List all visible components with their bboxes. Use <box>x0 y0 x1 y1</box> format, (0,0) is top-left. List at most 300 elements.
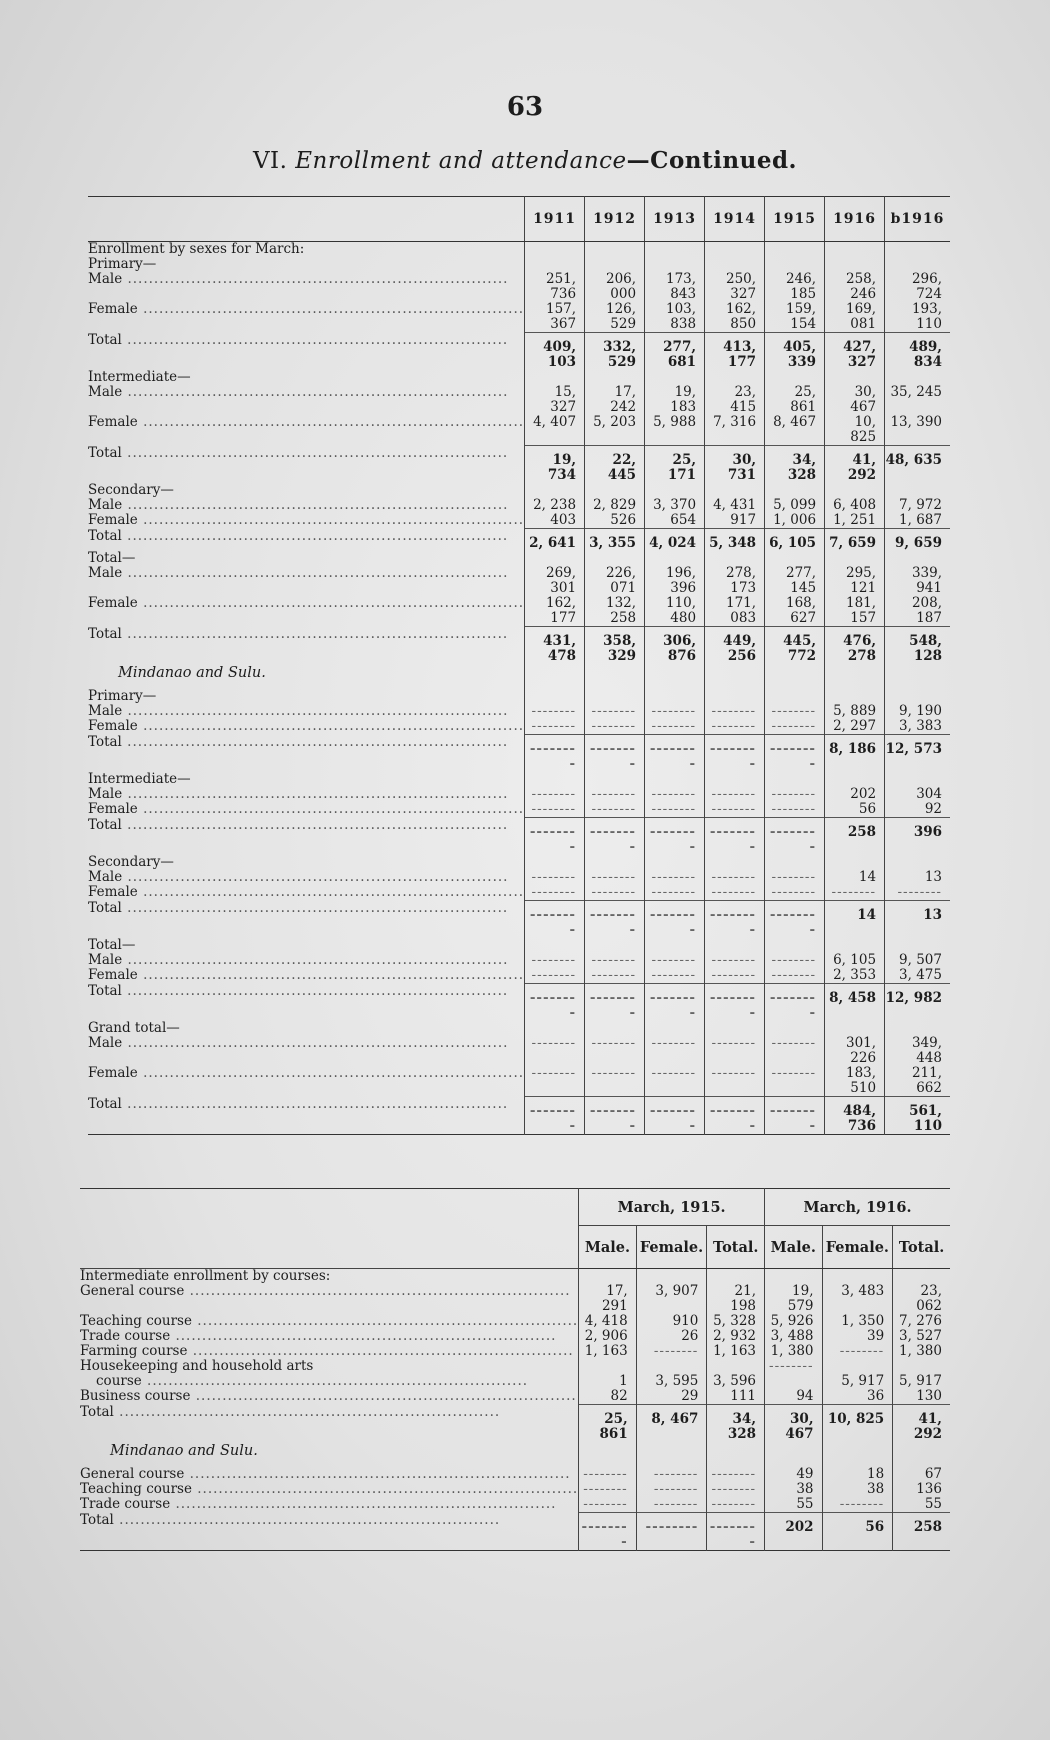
table-cell <box>585 664 645 689</box>
table-cell: 2, 353 <box>825 968 885 984</box>
table-cell: 489, 834 <box>885 333 950 371</box>
leader-dots: ........................................................................ <box>121 900 509 916</box>
table-row <box>88 272 950 302</box>
table-cell <box>636 1467 707 1482</box>
leader-dots: ........................................................................ <box>121 528 509 544</box>
table-cell <box>585 483 645 498</box>
blank-dashes: -------- <box>711 869 757 885</box>
row-label-text: Trade course <box>80 1497 171 1512</box>
leader-dots: ........................................................................ <box>184 1467 571 1482</box>
table-cell <box>705 984 765 1022</box>
table-cell: 56 <box>822 1513 893 1551</box>
table-cell <box>825 855 885 870</box>
table-cell: 2, 641 <box>525 529 585 552</box>
table-cell <box>765 901 825 939</box>
table-cell: 7, 316 <box>705 415 765 446</box>
table-cell <box>579 1359 637 1389</box>
blank-dashes: -------- <box>529 990 577 1021</box>
row-label <box>88 1036 525 1066</box>
row-label-text: Male <box>88 704 123 719</box>
table-row <box>80 1329 950 1344</box>
table-cell <box>585 704 645 719</box>
table-cell: 431, 478 <box>525 627 585 665</box>
blank-dashes: -------- <box>651 869 697 885</box>
table-row <box>80 1442 950 1467</box>
blank-dashes: -------- <box>531 952 577 968</box>
table-cell <box>525 901 585 939</box>
table-row <box>88 1021 950 1036</box>
table-cell: 358, 329 <box>585 627 645 665</box>
table-cell <box>765 735 825 773</box>
table-cell <box>707 1497 765 1513</box>
blank-dashes: -------- <box>709 824 757 855</box>
table-cell <box>707 1269 765 1285</box>
row-label <box>88 566 525 596</box>
blank-dashes: -------- <box>591 703 637 719</box>
row-label-text: General course <box>80 1467 185 1482</box>
table-cell: 49 <box>765 1467 823 1482</box>
table-row <box>80 1405 950 1443</box>
blank-dashes: -------- <box>709 990 757 1021</box>
table-cell <box>707 1467 765 1482</box>
row-label-line: Housekeeping and household arts <box>80 1359 314 1374</box>
table-cell <box>825 664 885 689</box>
table-cell <box>525 938 585 953</box>
table-cell <box>585 719 645 735</box>
blank-dashes: -------- <box>591 1065 637 1081</box>
row-label <box>80 1284 579 1314</box>
table-cell: 396 <box>885 818 950 856</box>
table-cell <box>765 1066 825 1097</box>
table-cell: 29 <box>636 1389 707 1405</box>
table-cell: 168, 627 <box>765 596 825 627</box>
table-cell <box>525 719 585 735</box>
leader-dots: ........................................................................ <box>122 385 509 400</box>
table-row <box>88 855 950 870</box>
table-cell <box>525 551 585 566</box>
table-cell <box>707 1359 765 1389</box>
table-cell: 4, 418 <box>579 1314 637 1329</box>
table-cell <box>765 818 825 856</box>
blank-dashes: -------- <box>771 952 817 968</box>
table-cell: 251, 736 <box>525 272 585 302</box>
table-cell <box>707 1442 765 1467</box>
cell-value: 3, 595 <box>655 1373 699 1389</box>
leader-dots: ........................................................................ <box>137 802 525 817</box>
table-cell: 295, 121 <box>825 566 885 596</box>
table-cell <box>525 1036 585 1066</box>
blank-dashes: -------- <box>709 741 757 772</box>
blank-dashes: -------- <box>711 1035 757 1051</box>
table-cell: 403 <box>525 513 585 529</box>
table-cell <box>765 802 825 818</box>
blank-dashes: -------- <box>531 1035 577 1051</box>
intermediate-courses-table <box>80 1188 950 1551</box>
table-cell: 25, 171 <box>645 446 705 484</box>
table-cell: 208, 187 <box>885 596 950 627</box>
table-cell: 1, 163 <box>579 1344 637 1359</box>
table-cell: 206, 000 <box>585 272 645 302</box>
table-row <box>88 551 950 566</box>
table-cell: 193, 110 <box>885 302 950 333</box>
blank-dashes: -------- <box>531 869 577 885</box>
row-label <box>88 719 525 735</box>
table-cell <box>885 885 950 901</box>
table-row <box>88 818 950 856</box>
row-label <box>88 787 525 802</box>
table-cell <box>822 1359 893 1389</box>
table-cell <box>765 968 825 984</box>
table-cell <box>705 787 765 802</box>
row-label <box>80 1467 579 1482</box>
table-cell <box>705 370 765 385</box>
row-label <box>80 1359 579 1389</box>
table-cell: 3, 907 <box>636 1284 707 1314</box>
row-label-text: Primary— <box>88 257 157 272</box>
table-cell <box>636 1482 707 1497</box>
row-label-text: Male <box>88 272 123 287</box>
table-cell: 103, 838 <box>645 302 705 333</box>
row-label-text: Secondary— <box>88 855 174 870</box>
table-cell <box>585 689 645 704</box>
table-cell: 181, 157 <box>825 596 885 627</box>
table-cell: 3, 475 <box>885 968 950 984</box>
row-label-text: Male <box>88 385 123 400</box>
table-row <box>88 302 950 333</box>
table-cell: 3, 355 <box>585 529 645 552</box>
table-row <box>80 1269 950 1285</box>
table-cell: 476, 278 <box>825 627 885 665</box>
table-cell: 41, 292 <box>893 1405 950 1443</box>
table-cell <box>885 855 950 870</box>
table-cell <box>705 735 765 773</box>
table-cell <box>645 551 705 566</box>
table-cell <box>525 257 585 272</box>
row-label-text: Female <box>88 513 138 528</box>
table-cell: 8, 467 <box>765 415 825 446</box>
table-cell: 301, 226 <box>825 1036 885 1066</box>
table-cell: 526 <box>585 513 645 529</box>
table-cell: 5, 099 <box>765 498 825 513</box>
table-cell <box>705 772 765 787</box>
table-cell <box>825 689 885 704</box>
table-cell <box>645 885 705 901</box>
table-cell <box>705 968 765 984</box>
row-label <box>88 870 525 885</box>
table-cell: 6, 408 <box>825 498 885 513</box>
table-cell <box>705 483 765 498</box>
blank-dashes: -------- <box>591 718 637 734</box>
blank-dashes: -------- <box>711 1065 757 1081</box>
table-cell <box>705 953 765 968</box>
blank-dashes: -------- <box>769 907 817 938</box>
leader-dots: ........................................................................ <box>122 498 509 513</box>
table-cell <box>585 870 645 885</box>
leader-dots: ........................................................................ <box>187 1344 574 1359</box>
row-label <box>80 1405 579 1443</box>
table-row <box>80 1513 950 1551</box>
table-cell <box>765 483 825 498</box>
table-cell <box>585 953 645 968</box>
row-label-text: Male <box>88 787 123 802</box>
blank-dashes: -------- <box>653 1481 699 1497</box>
table-cell <box>822 1269 893 1285</box>
table-cell <box>765 984 825 1022</box>
table-cell: 427, 327 <box>825 333 885 371</box>
table-cell <box>885 938 950 953</box>
row-label <box>88 370 525 385</box>
table-cell <box>893 1359 950 1389</box>
table-row <box>88 415 950 446</box>
table-cell <box>525 242 585 258</box>
blank-dashes: -------- <box>653 1496 699 1512</box>
table-cell <box>636 1513 707 1551</box>
table-cell: 67 <box>893 1467 950 1482</box>
blank-dashes: -------- <box>649 824 697 855</box>
leader-dots: ........................................................................ <box>137 968 525 983</box>
table-cell <box>585 735 645 773</box>
row-label-text: Female <box>88 415 138 430</box>
row-label <box>88 446 525 484</box>
blank-dashes: -------- <box>651 801 697 817</box>
table-cell: 654 <box>645 513 705 529</box>
table-cell: 14 <box>825 870 885 885</box>
row-label-text: Total <box>88 332 122 348</box>
blank-dashes: -------- <box>769 824 817 855</box>
table-cell: 548, 128 <box>885 627 950 665</box>
table-cell <box>825 257 885 272</box>
row-label-line: course ........................................................................ <box>96 1373 529 1389</box>
row-label <box>88 242 525 258</box>
blank-dashes: -------- <box>589 990 637 1021</box>
table-cell: 92 <box>885 802 950 818</box>
table-cell <box>525 483 585 498</box>
cell-spacer <box>637 1359 699 1374</box>
leader-dots: ........................................................................ <box>122 953 509 968</box>
table-cell <box>705 1066 765 1097</box>
table-cell <box>645 984 705 1022</box>
blank-dashes: -------- <box>649 1103 697 1134</box>
table-row <box>88 1066 950 1097</box>
table-cell <box>885 1021 950 1036</box>
table-row <box>88 689 950 704</box>
table-cell <box>822 1442 893 1467</box>
table-cell <box>825 1021 885 1036</box>
table-cell: 5, 988 <box>645 415 705 446</box>
table-cell: 917 <box>705 513 765 529</box>
table-cell <box>705 664 765 689</box>
table-row <box>88 498 950 513</box>
leader-dots: ........................................................................ <box>137 302 525 317</box>
blank-dashes: -------- <box>589 824 637 855</box>
header-stub <box>80 1189 579 1269</box>
table-cell <box>707 1513 765 1551</box>
table-cell <box>705 719 765 735</box>
table-cell <box>707 1482 765 1497</box>
table-cell: 3, 483 <box>822 1284 893 1314</box>
table-row <box>88 333 950 371</box>
leader-dots: ........................................................................ <box>122 704 509 719</box>
leader-dots: ........................................................................ <box>121 734 509 750</box>
table-cell <box>765 689 825 704</box>
table-cell <box>885 483 950 498</box>
table-cell: 2, 297 <box>825 719 885 735</box>
row-label-text: Female <box>88 802 138 817</box>
row-label <box>88 627 525 665</box>
table-cell <box>885 664 950 689</box>
table-cell <box>645 855 705 870</box>
table-cell: 13 <box>885 901 950 939</box>
table-cell: 39 <box>822 1329 893 1344</box>
table-cell: 1, 350 <box>822 1314 893 1329</box>
table-cell: 82 <box>579 1389 637 1405</box>
leader-dots: ........................................................................ <box>137 596 525 611</box>
page-number: 63 <box>506 92 544 122</box>
row-label-text: Total <box>88 1096 122 1112</box>
blank-dashes: -------- <box>531 786 577 802</box>
table-cell: 38 <box>822 1482 893 1497</box>
row-label-text: Total— <box>88 551 136 566</box>
table-row <box>88 513 950 529</box>
row-label-text: Female <box>88 302 138 317</box>
row-label-text: Intermediate— <box>88 772 191 787</box>
table-cell: 246, 185 <box>765 272 825 302</box>
table-cell <box>765 1036 825 1066</box>
table-cell: 561, 110 <box>885 1097 950 1135</box>
table-cell <box>525 1097 585 1135</box>
row-label-text: Trade course <box>80 1329 171 1344</box>
row-label <box>88 302 525 333</box>
leader-dots: ........................................................................ <box>122 870 509 885</box>
table-cell: 17, 291 <box>579 1284 637 1314</box>
table-cell <box>645 257 705 272</box>
table-cell <box>645 483 705 498</box>
row-label-text: Total <box>88 445 122 461</box>
table-cell <box>585 901 645 939</box>
blank-dashes: -------- <box>583 1466 628 1482</box>
blank-dashes: -------- <box>581 1519 628 1550</box>
cell-value: 5, 917 <box>841 1373 885 1389</box>
row-label <box>80 1269 579 1285</box>
blank-dashes: -------- <box>771 884 817 900</box>
leader-dots: ........................................................................ <box>191 1482 579 1497</box>
row-label <box>88 1066 525 1097</box>
table-cell: 15, 327 <box>525 385 585 415</box>
row-label <box>88 513 525 529</box>
table-cell <box>765 257 825 272</box>
year-header: b1916 <box>885 197 950 242</box>
blank-dashes: -------- <box>653 1343 699 1359</box>
table-cell <box>765 370 825 385</box>
blank-dashes: -------- <box>531 703 577 719</box>
row-label <box>80 1513 579 1551</box>
row-label-text: Total <box>88 817 122 833</box>
table-cell: 3, 488 <box>765 1329 823 1344</box>
table-cell <box>579 1442 637 1467</box>
blank-dashes: -------- <box>591 869 637 885</box>
leader-dots: ........................................................................ <box>184 1284 571 1299</box>
table-cell <box>705 1021 765 1036</box>
table-cell: 277, 681 <box>645 333 705 371</box>
blank-dashes: -------- <box>529 741 577 772</box>
table-cell <box>765 719 825 735</box>
table-cell <box>705 689 765 704</box>
table-cell <box>585 772 645 787</box>
row-label-text: Total <box>88 626 122 642</box>
row-label <box>88 855 525 870</box>
row-label <box>80 1482 579 1497</box>
table-row <box>80 1284 950 1314</box>
table-cell: 4, 024 <box>645 529 705 552</box>
blank-dashes: -------- <box>529 1103 577 1134</box>
table-cell <box>525 370 585 385</box>
cell-spacer <box>823 1359 885 1374</box>
table-cell: 1, 380 <box>893 1344 950 1359</box>
table-cell <box>645 787 705 802</box>
table-cell: 55 <box>765 1497 823 1513</box>
leader-dots: ........................................................................ <box>137 415 525 430</box>
blank-dashes: -------- <box>897 884 942 900</box>
table-cell <box>585 1036 645 1066</box>
column-header: Total. <box>707 1226 765 1269</box>
blank-dashes: -------- <box>711 801 757 817</box>
leader-dots: ........................................................................ <box>137 885 525 900</box>
header-stub <box>88 197 525 242</box>
table-cell <box>525 787 585 802</box>
page-title <box>0 147 1050 174</box>
table-cell <box>525 689 585 704</box>
table-cell: 202 <box>825 787 885 802</box>
table-cell: 1, 006 <box>765 513 825 529</box>
table-row <box>88 1036 950 1066</box>
table-cell: 159, 154 <box>765 302 825 333</box>
row-label <box>88 885 525 901</box>
table-cell <box>579 1269 637 1285</box>
table-cell: 34, 328 <box>707 1405 765 1443</box>
row-label-text: Female <box>88 885 138 900</box>
table-cell: 269, 301 <box>525 566 585 596</box>
table-cell: 111 <box>707 1389 765 1405</box>
cell-spacer <box>579 1359 628 1374</box>
row-label <box>88 385 525 415</box>
row-label-text: Total <box>88 734 122 750</box>
table-row <box>88 370 950 385</box>
blank-dashes: -------- <box>653 1466 699 1482</box>
blank-dashes: -------- <box>529 824 577 855</box>
table-cell <box>579 1513 637 1551</box>
table-cell: 56 <box>825 802 885 818</box>
row-label-text: Teaching course <box>80 1482 192 1497</box>
blank-dashes: -------- <box>769 741 817 772</box>
blank-dashes: -------- <box>771 801 817 817</box>
table-cell <box>645 719 705 735</box>
table-cell <box>765 855 825 870</box>
table-row <box>88 802 950 818</box>
table-cell <box>893 1442 950 1467</box>
table-cell: 183, 510 <box>825 1066 885 1097</box>
table-cell: 2, 906 <box>579 1329 637 1344</box>
table-cell: 2, 829 <box>585 498 645 513</box>
blank-dashes: -------- <box>591 1035 637 1051</box>
blank-dashes: -------- <box>769 1358 814 1374</box>
table-cell <box>585 370 645 385</box>
table-cell: 35, 245 <box>885 385 950 415</box>
table-cell <box>893 1269 950 1285</box>
table-cell: 94 <box>765 1389 823 1405</box>
blank-dashes: -------- <box>711 967 757 983</box>
table-cell <box>885 257 950 272</box>
column-header: Male. <box>765 1226 823 1269</box>
